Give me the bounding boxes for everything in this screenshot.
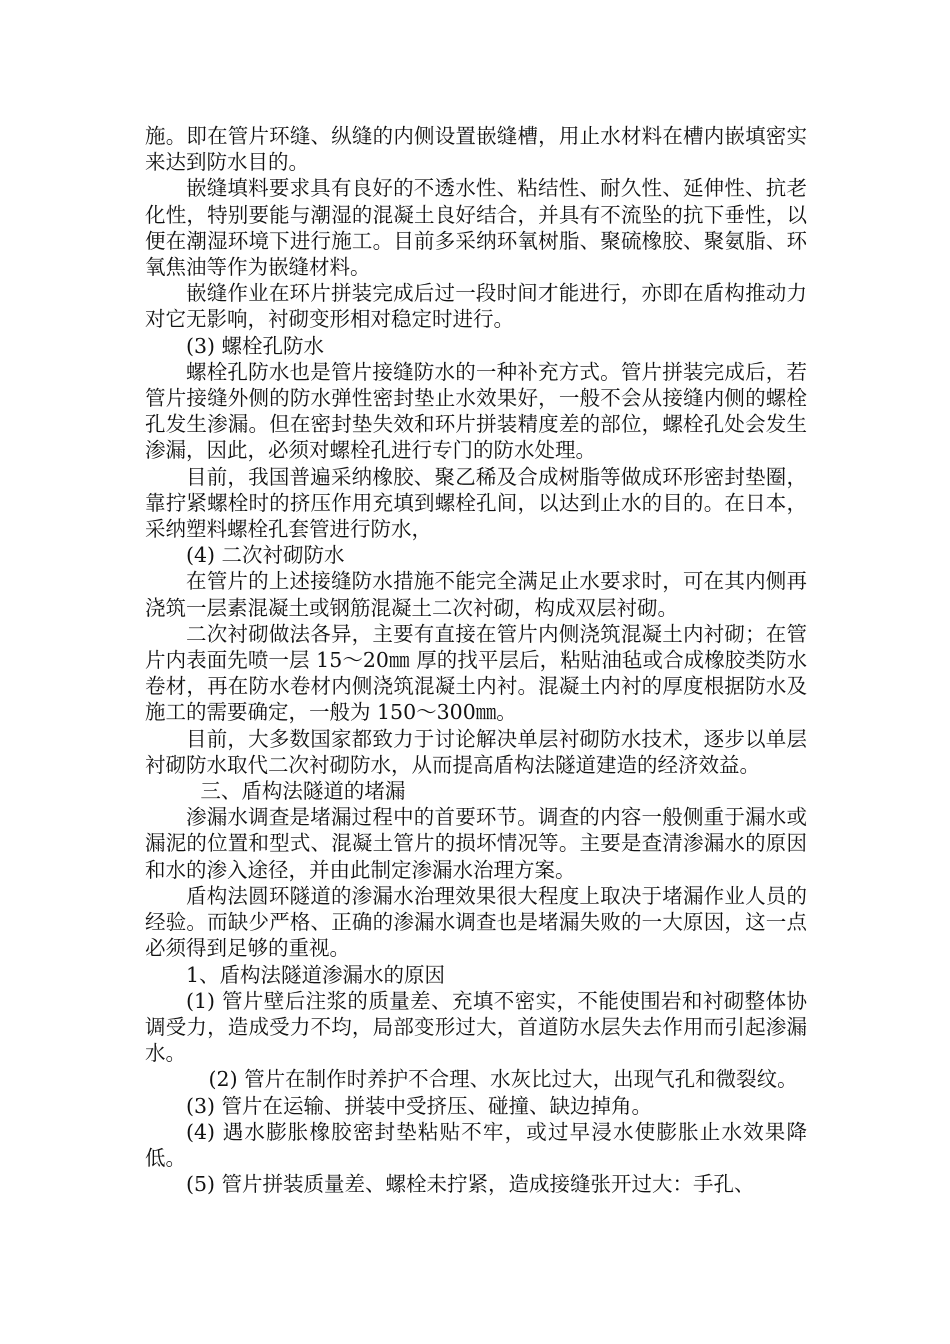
- paragraph: 在管片的上述接缝防水措施不能完全满足止水要求时，可在其内侧再浇筑一层素混凝土或钢筋混凝土二次衬砌，构成双层衬砌。: [145, 569, 807, 620]
- subheading: 1、盾构法隧道渗漏水的原因: [186, 962, 446, 987]
- subheading: (4) 二次衬砌防水: [186, 543, 345, 568]
- paragraph: 嵌缝填料要求具有良好的不透水性、粘结性、耐久性、延伸性、抗老化性，特别要能与潮湿的混凝土良好结合，并具有不流坠的抗下垂性，以便在潮湿环境下进行施工。目前多采纳环氧树脂、聚硫橡胶、聚氨脂、环氧焦油等作为嵌缝材料。: [145, 176, 807, 280]
- list-item: (4) 遇水膨胀橡胶密封垫粘贴不牢，或过早浸水使膨胀止水效果降低。: [145, 1119, 807, 1170]
- paragraph: 目前，我国普遍采纳橡胶、聚乙稀及合成树脂等做成环形密封垫圈，靠拧紧螺栓时的挤压作用充填到螺栓孔间，以达到止水的目的。在日本，采纳塑料螺栓孔套管进行防水，: [145, 464, 807, 542]
- list-item: (5) 管片拼装质量差、螺栓未拧紧，造成接缝张开过大：手孔、: [186, 1172, 755, 1197]
- paragraph: 螺栓孔防水也是管片接缝防水的一种补充方式。管片拼装完成后，若管片接缝外侧的防水弹性密封垫止水效果好，一般不会从接缝内侧的螺栓孔发生渗漏。但在密封垫失效和环片拼装精度差的部位，螺栓孔处会发生渗漏，因此，必须对螺栓孔进行专门的防水处理。: [145, 359, 807, 463]
- paragraph: 施。即在管片环缝、纵缝的内侧设置嵌缝槽，用止水材料在槽内嵌填密实来达到防水目的。: [145, 124, 807, 175]
- section-heading: 三、盾构法隧道的堵漏: [200, 779, 406, 804]
- paragraph: 渗漏水调查是堵漏过程中的首要环节。调查的内容一般侧重于漏水或漏泥的位置和型式、混凝土管片的损坏情况等。主要是查清渗漏水的原因和水的渗入途径，并由此制定渗漏水治理方案。: [145, 805, 807, 882]
- document-page: [145, 123, 807, 1197]
- paragraph: 目前，大多数国家都致力于讨论解决单层衬砌防水技术，逐步以单层衬砌防水取代二次衬砌防水，从而提高盾构法隧道建造的经济效益。: [145, 726, 807, 777]
- list-item: (3) 管片在运输、拼装中受挤压、碰撞、缺边掉角。: [186, 1093, 653, 1118]
- paragraph: 二次衬砌做法各异，主要有直接在管片内侧浇筑混凝土内衬砌；在管片内表面先喷一层 15～20㎜ 厚的找平层后，粘贴油毡或合成橡胶类防水卷材，再在防水卷材内侧浇筑混凝土内衬。混凝土内衬的厚度根据防水及施工的需要确定，一般为 150～300㎜。: [145, 621, 807, 725]
- subheading: (3) 螺栓孔防水: [186, 333, 325, 358]
- paragraph: 嵌缝作业在环片拼装完成后过一段时间才能进行，亦即在盾构推动力对它无影响，衬砌变形相对稳定时进行。: [145, 281, 807, 332]
- list-item: (2) 管片在制作时养护不合理、水灰比过大，出现气孔和微裂纹。: [208, 1067, 798, 1092]
- list-item: (1) 管片壁后注浆的质量差、充填不密实，不能使围岩和衬砌整体协调受力，造成受力不均，局部变形过大，首道防水层失去作用而引起渗漏水。: [145, 988, 807, 1066]
- paragraph: 盾构法圆环隧道的渗漏水治理效果很大程度上取决于堵漏作业人员的经验。而缺少严格、正确的渗漏水调查也是堵漏失败的一大原因，这一点必须得到足够的重视。: [145, 883, 807, 961]
